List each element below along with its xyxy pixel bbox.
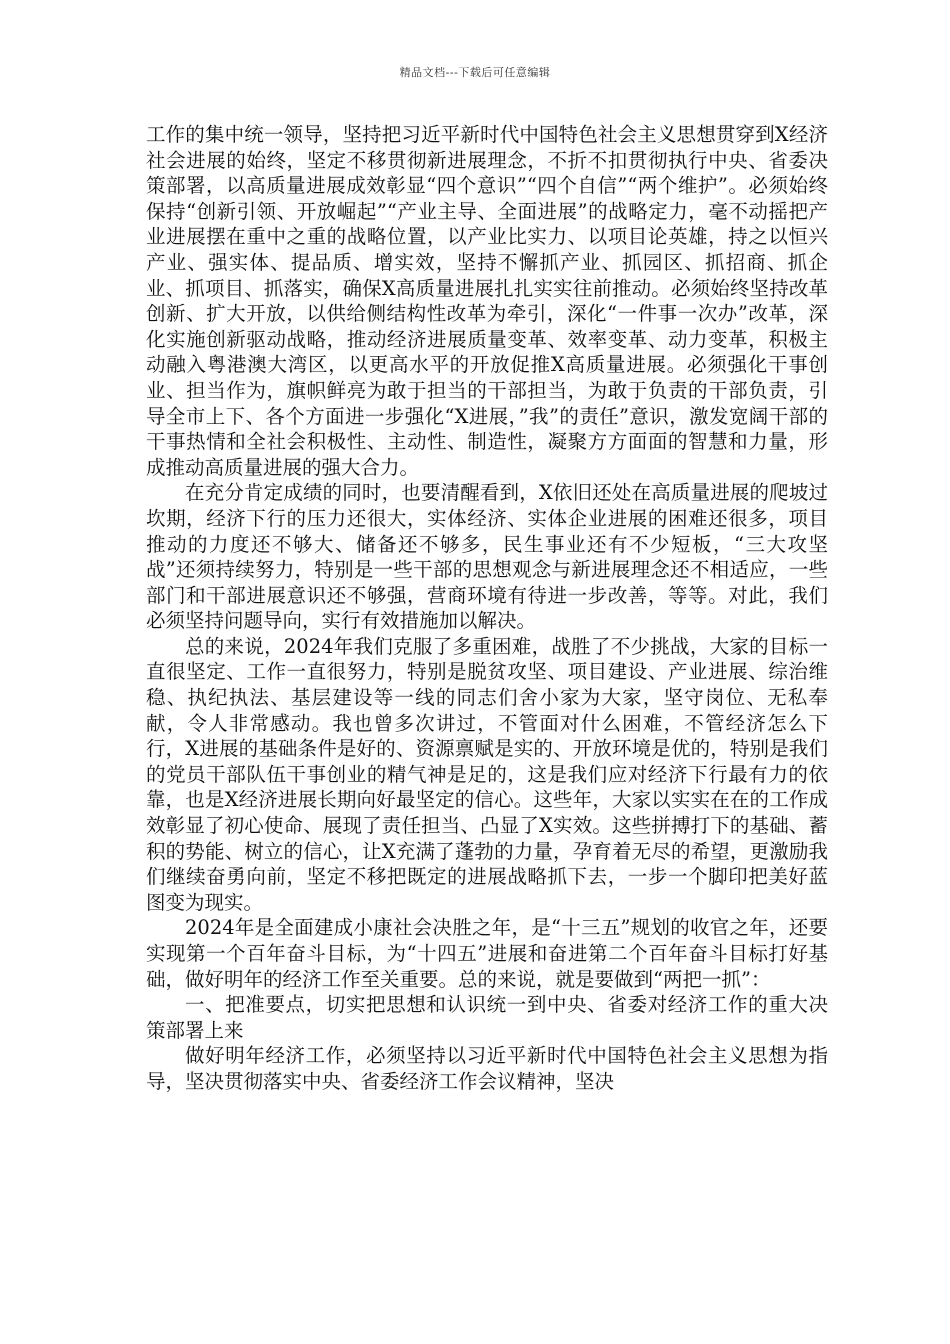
paragraph-1: 工作的集中统一领导，坚持把习近平新时代中国特色社会主义思想贯穿到X经济社会进展的始终，坚定不移贯彻新进展理念，不折不扣贯彻执行中央、省委决策部署，以高质量进展成效彰显“四个意识”“四个自信”“两个维护”。必须始终保持“创新引领、开放崛起”“产业主导、全面进展”的战略定力，毫不动摇把产业进展摆在重中之重的战略位置，以产业比实力、以项目论英雄，持之以恒兴产业、强实体、提品质、增实效，坚持不懈抓产业、抓园区、抓招商、抓企业、抓项目、抓落实，确保X高质量进展扎扎实实往前推动。必须始终坚持改革创新、扩大开放，以供给侧结构性改革为牵引，深化“一件事一次办”改革，深化实施创新驱动战略，推动经济进展质量变革、效率变革、动力变革，积极主动融入粤港澳大湾区，以更高水平的开放促推X高质量进展。必须强化干事创业、担当作为，旗帜鲜亮为敢于担当的干部担当，为敢于负责的干部负责，引导全市上下、各个方面进一步强化“X进展，”我”的责任”意识，激发宽阔干部的干事热情和全社会积极性、主动性、制造性，凝聚方方面面的智慧和力量，形成推动高质量进展的强大合力。: [146, 123, 828, 479]
section-heading-1: 一、把准要点，切实把思想和认识统一到中央、省委对经济工作的重大决策部署上来: [146, 993, 828, 1042]
paragraph-4: 2024年是全面建成小康社会决胜之年，是“十三五”规划的收官之年，还要实现第一个百年奋斗目标，为“十四五”进展和奋进第二个百年奋斗目标打好基础，做好明年的经济工作至关重要。总的来说，就是要做到“两把一抓”：: [146, 916, 828, 991]
paragraph-3: 总的来说，2024年我们克服了多重困难，战胜了不少挑战，大家的目标一直很坚定、工作一直很努力，特别是脱贫攻坚、项目建设、产业进展、综治维稳、执纪执法、基层建设等一线的同志们舍小家为大家，坚守岗位、无私奉献，令人非常感动。我也曾多次讲过，不管面对什么困难，不管经济怎么下行，X进展的基础条件是好的、资源禀赋是实的、开放环境是优的，特别是我们的党员干部队伍干事创业的精气神是足的，这是我们应对经济下行最有力的依靠，也是X经济进展长期向好最坚定的信心。这些年，大家以实实在在的工作成效彰显了初心使命、展现了责任担当、凸显了X实效。这些拼搏打下的基础、蓄积的势能、树立的信心，让X充满了蓬勃的力量，孕育着无尽的希望，更激励我们继续奋勇向前，坚定不移把既定的进展战略抓下去，一步一个脚印把美好蓝图变为现实。: [146, 634, 828, 914]
paragraph-2: 在充分肯定成绩的同时，也要清醒看到，X依旧还处在高质量进展的爬坡过坎期，经济下行的压力还很大，实体经济、实体企业进展的困难还很多，项目推动的力度还不够大、储备还不够多，民生事业还有不少短板，“三大攻坚战”还须持续努力，特别是一些干部的思想观念与新进展理念还不相适应，一些部门和干部进展意识还不够强，营商环境有待进一步改善，等等。对此，我们必须坚持问题导向，实行有效措施加以解决。: [146, 481, 828, 633]
document-body: [146, 122, 828, 1095]
page-header: 精品文档---下载后可任意编辑: [399, 66, 551, 79]
paragraph-5: 做好明年经济工作，必须坚持以习近平新时代中国特色社会主义思想为指导，坚决贯彻落实中央、省委经济工作会议精神，坚决: [146, 1044, 828, 1093]
